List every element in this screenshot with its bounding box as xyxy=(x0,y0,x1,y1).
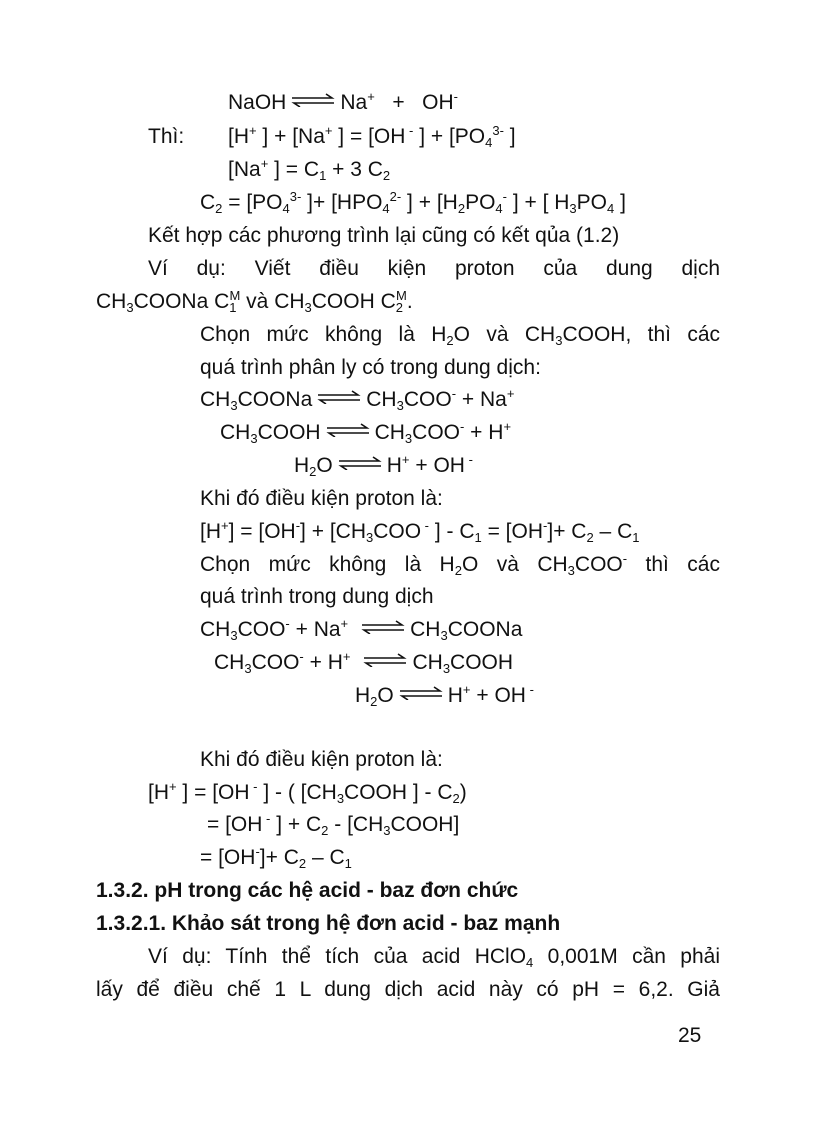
equation-c2-balance: $C_2 = [PO_4^{3-}$ ]+ [$HPO_4^{2-}$ ] + [$H_2PO_4^-$ ] + [ $H_3PO_4$ ] xyxy=(200,189,626,216)
equilibrium-arrow-icon xyxy=(325,423,371,437)
equilibrium-arrow-icon xyxy=(360,620,406,634)
paragraph-example-intro: Ví dụ: Viết điều kiện proton của dung dịch xyxy=(148,257,720,280)
equation-proton-condition-2c: = $[OH^-]+ C_2 - C_1$ xyxy=(200,844,352,871)
paragraph-zero-level-2: Chọn mức không là $H_2O$ và $CH_3COO^-$ thì các xyxy=(200,551,720,578)
equilibrium-arrow-icon xyxy=(290,93,336,107)
equilibrium-arrow-icon xyxy=(337,456,383,470)
equation-naoh: NaOH Na+ + OH- xyxy=(228,89,458,114)
equation-ch3cooh-dissociation: $CH_3COOH$ $CH_3COO^- + H^+$ xyxy=(220,419,512,446)
equilibrium-arrow-icon xyxy=(398,686,444,700)
thi-label: Thì: xyxy=(148,125,185,148)
equation-proton-condition-2a: [H+ ] = [OH - ] - ( [$CH_3COOH$ ] - $C_2$) xyxy=(148,779,467,806)
equation-ch3coo-na: $CH_3COO^- + Na^+$ $CH_3COONa$ xyxy=(200,616,523,643)
paragraph-dissociation: quá trình phân ly có trong dung dịch: xyxy=(200,356,541,379)
equation-ch3coo-h: $CH_3COO^- + H^+$ $CH_3COOH$ xyxy=(214,649,514,676)
paragraph-proton-condition-1: Khi đó điều kiện proton là: xyxy=(200,487,443,510)
paragraph-proton-condition-2: Khi đó điều kiện proton là: xyxy=(200,748,443,771)
equation-proton-condition-2b: = [OH - ] + $C_2$ - $[CH_3COOH]$ xyxy=(207,811,460,838)
paragraph-zero-level-1: Chọn mức không là $H_2O$ và $CH_3COOH$, thì các xyxy=(200,323,721,348)
equation-ch3coona-dissociation: $CH_3COONa$ $CH_3COO^- + Na^+$ xyxy=(200,386,515,413)
subsection-heading: 1.3.2.1. Khảo sát trong hệ đơn acid - baz mạnh xyxy=(96,912,561,935)
paragraph-example-species: $CH_3COONa$ $C_1^M$ và $CH_3COOH$ $C_2^M$. xyxy=(96,288,413,315)
paragraph-processes: quá trình trong dung dịch xyxy=(200,585,434,608)
equilibrium-arrow-icon xyxy=(362,653,408,667)
equation-water-dissociation-2: $H_2O$ H+ + OH - xyxy=(355,682,534,709)
equation-proton-condition-1: $[H^+] = [OH^-] + [CH_3COO$ - ] - $C_1 = [OH^-]+ C_2 - C_1$ xyxy=(200,518,640,545)
equation-water-dissociation: $H_2O$ H+ + OH - xyxy=(294,452,473,479)
paragraph-combine: Kết hợp các phương trình lại cũng có kết qủa (1.2) xyxy=(148,224,620,247)
paragraph-example-2: Ví dụ: Tính thể tích của acid HClO$_4$ 0,001M cần phải xyxy=(148,945,721,970)
equation-charge-balance: [H+ ] + [Na+ ] = [OH - ] + [$PO_4^{3-}$ ] xyxy=(228,123,516,150)
paragraph-example-2-cont: lấy để điều chế 1 L dung dịch acid này có pH = 6,2. Giả xyxy=(96,978,720,1001)
section-heading: 1.3.2. pH trong các hệ acid - baz đơn chức xyxy=(96,879,519,902)
page-number: 25 xyxy=(678,1024,702,1047)
equilibrium-arrow-icon xyxy=(316,390,362,404)
equation-na-balance: [Na+ ] = $C_1 + 3$ $C_2$ xyxy=(228,156,391,183)
